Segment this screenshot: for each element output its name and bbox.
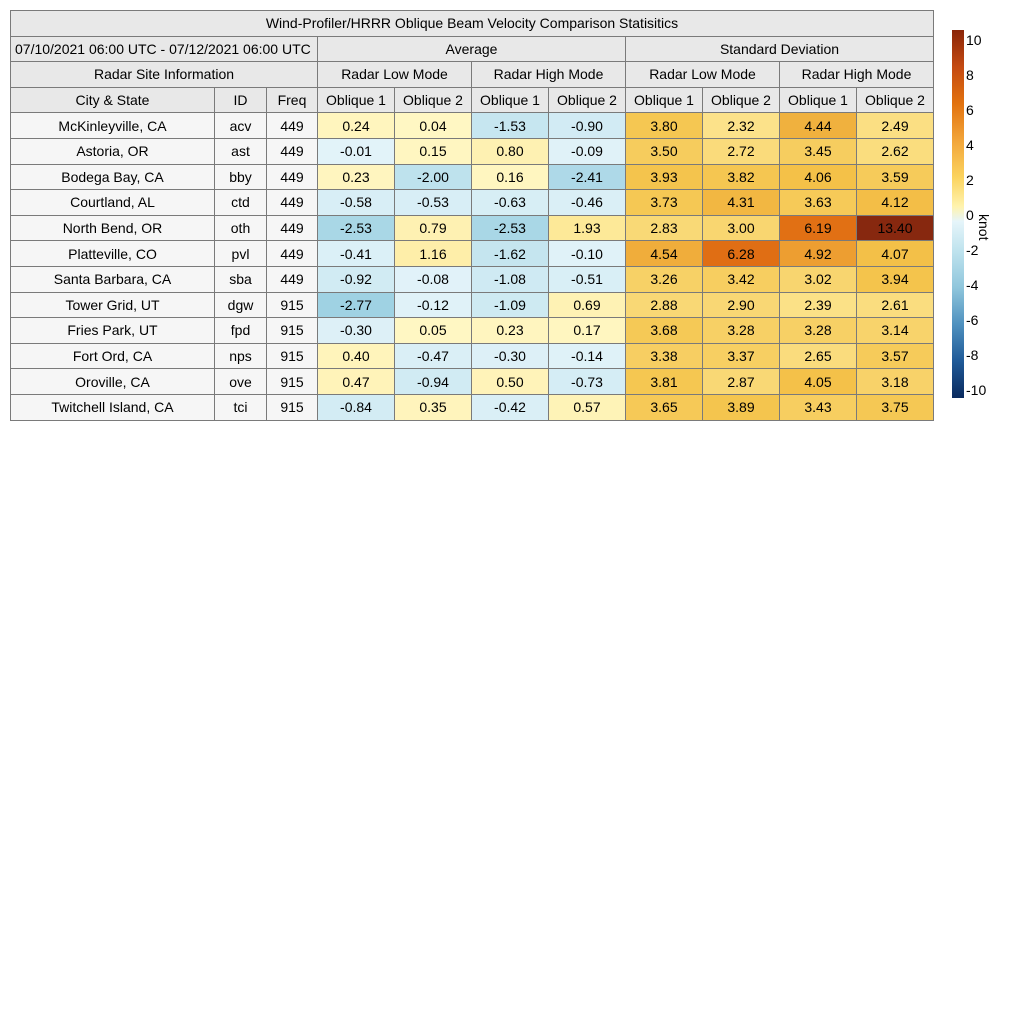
value-cell: -1.53 (472, 113, 549, 139)
value-cell: 4.54 (626, 241, 703, 267)
value-cell: -0.14 (549, 343, 626, 369)
value-cell: 4.31 (703, 190, 780, 216)
table-row (11, 138, 934, 164)
std-low-oblique1-header: Oblique 1 (626, 87, 703, 113)
std-high-oblique2-header: Oblique 2 (857, 87, 934, 113)
value-cell: 4.05 (780, 369, 857, 395)
value-cell: -0.63 (472, 190, 549, 216)
value-cell: 0.50 (472, 369, 549, 395)
freq-column-header: Freq (267, 87, 318, 113)
value-cell: -0.53 (395, 190, 472, 216)
value-cell: -2.53 (318, 215, 395, 241)
id-cell: ove (215, 369, 267, 395)
freq-cell: 449 (267, 138, 318, 164)
table-row (11, 318, 934, 344)
value-cell: -0.46 (549, 190, 626, 216)
city-cell: Oroville, CA (11, 369, 215, 395)
value-cell: 0.47 (318, 369, 395, 395)
value-cell: 3.02 (780, 266, 857, 292)
value-cell: 3.89 (703, 394, 780, 420)
value-cell: -0.90 (549, 113, 626, 139)
city-cell: Tower Grid, UT (11, 292, 215, 318)
value-cell: 3.93 (626, 164, 703, 190)
value-cell: 2.32 (703, 113, 780, 139)
freq-cell: 449 (267, 241, 318, 267)
table-row (11, 343, 934, 369)
std-low-mode-header: Radar Low Mode (626, 62, 780, 88)
value-cell: -0.58 (318, 190, 395, 216)
value-cell: 0.24 (318, 113, 395, 139)
value-cell: 0.17 (549, 318, 626, 344)
value-cell: 2.90 (703, 292, 780, 318)
id-cell: sba (215, 266, 267, 292)
value-cell: 3.75 (857, 394, 934, 420)
freq-cell: 449 (267, 190, 318, 216)
value-cell: 2.83 (626, 215, 703, 241)
id-cell: ctd (215, 190, 267, 216)
value-cell: 0.79 (395, 215, 472, 241)
city-cell: Fort Ord, CA (11, 343, 215, 369)
value-cell: 3.59 (857, 164, 934, 190)
avg-low-oblique1-header: Oblique 1 (318, 87, 395, 113)
city-cell: Fries Park, UT (11, 318, 215, 344)
value-cell: 3.45 (780, 138, 857, 164)
avg-high-oblique2-header: Oblique 2 (549, 87, 626, 113)
value-cell: 1.93 (549, 215, 626, 241)
colorbar-tick-label: 8 (966, 67, 974, 83)
value-cell: 0.23 (318, 164, 395, 190)
value-cell: 3.18 (857, 369, 934, 395)
city-column-header: City & State (11, 87, 215, 113)
freq-cell: 915 (267, 318, 318, 344)
value-cell: -2.41 (549, 164, 626, 190)
id-cell: dgw (215, 292, 267, 318)
id-cell: ast (215, 138, 267, 164)
table-row (11, 394, 934, 420)
value-cell: 4.44 (780, 113, 857, 139)
freq-cell: 449 (267, 113, 318, 139)
value-cell: -0.30 (472, 343, 549, 369)
value-cell: 3.82 (703, 164, 780, 190)
id-cell: fpd (215, 318, 267, 344)
value-cell: 0.35 (395, 394, 472, 420)
id-cell: nps (215, 343, 267, 369)
value-cell: 3.57 (857, 343, 934, 369)
colorbar-tick-label: -6 (966, 312, 979, 328)
value-cell: 2.61 (857, 292, 934, 318)
city-cell: Platteville, CO (11, 241, 215, 267)
value-cell: 2.88 (626, 292, 703, 318)
id-cell: oth (215, 215, 267, 241)
value-cell: 3.28 (703, 318, 780, 344)
date-range: 07/10/2021 06:00 UTC - 07/12/2021 06:00 UTC (11, 36, 318, 62)
value-cell: 2.62 (857, 138, 934, 164)
table-row (11, 190, 934, 216)
value-cell: 3.94 (857, 266, 934, 292)
table-row (11, 292, 934, 318)
value-cell: 3.28 (780, 318, 857, 344)
value-cell: 3.80 (626, 113, 703, 139)
value-cell: 3.00 (703, 215, 780, 241)
id-cell: tci (215, 394, 267, 420)
value-cell: -0.73 (549, 369, 626, 395)
statistics-table (10, 10, 934, 421)
id-cell: acv (215, 113, 267, 139)
value-cell: -0.08 (395, 266, 472, 292)
std-group-header: Standard Deviation (626, 36, 934, 62)
value-cell: -0.94 (395, 369, 472, 395)
city-cell: Santa Barbara, CA (11, 266, 215, 292)
value-cell: 3.42 (703, 266, 780, 292)
freq-cell: 449 (267, 164, 318, 190)
colorbar-tick-label: 0 (966, 207, 974, 223)
value-cell: -0.01 (318, 138, 395, 164)
value-cell: 6.28 (703, 241, 780, 267)
value-cell: 3.38 (626, 343, 703, 369)
average-group-header: Average (318, 36, 626, 62)
value-cell: 6.19 (780, 215, 857, 241)
value-cell: 3.26 (626, 266, 703, 292)
value-cell: 0.57 (549, 394, 626, 420)
table-row (11, 266, 934, 292)
value-cell: -2.53 (472, 215, 549, 241)
value-cell: 4.12 (857, 190, 934, 216)
value-cell: 2.65 (780, 343, 857, 369)
value-cell: 2.72 (703, 138, 780, 164)
value-cell: -0.47 (395, 343, 472, 369)
city-cell: McKinleyville, CA (11, 113, 215, 139)
avg-low-mode-header: Radar Low Mode (318, 62, 472, 88)
colorbar-tick-label: 2 (966, 172, 974, 188)
colorbar-unit-label: knot (976, 214, 992, 241)
avg-high-mode-header: Radar High Mode (472, 62, 626, 88)
std-high-mode-header: Radar High Mode (780, 62, 934, 88)
value-cell: 0.40 (318, 343, 395, 369)
freq-cell: 449 (267, 266, 318, 292)
value-cell: -1.08 (472, 266, 549, 292)
city-cell: Astoria, OR (11, 138, 215, 164)
table-title: Wind-Profiler/HRRR Oblique Beam Velocity Comparison Statisitics (11, 11, 934, 37)
value-cell: 3.43 (780, 394, 857, 420)
value-cell: 0.04 (395, 113, 472, 139)
colorbar-tick-label: 6 (966, 102, 974, 118)
table-row (11, 241, 934, 267)
value-cell: 2.87 (703, 369, 780, 395)
site-info-header: Radar Site Information (11, 62, 318, 88)
city-cell: North Bend, OR (11, 215, 215, 241)
colorbar (952, 30, 964, 398)
value-cell: -0.09 (549, 138, 626, 164)
value-cell: 3.73 (626, 190, 703, 216)
std-high-oblique1-header: Oblique 1 (780, 87, 857, 113)
freq-cell: 915 (267, 369, 318, 395)
id-cell: pvl (215, 241, 267, 267)
freq-cell: 449 (267, 215, 318, 241)
value-cell: -0.42 (472, 394, 549, 420)
value-cell: -0.92 (318, 266, 395, 292)
city-cell: Courtland, AL (11, 190, 215, 216)
city-cell: Twitchell Island, CA (11, 394, 215, 420)
colorbar-tick-label: 10 (966, 32, 982, 48)
value-cell: 3.65 (626, 394, 703, 420)
value-cell: -0.84 (318, 394, 395, 420)
value-cell: 3.81 (626, 369, 703, 395)
id-column-header: ID (215, 87, 267, 113)
value-cell: 4.06 (780, 164, 857, 190)
value-cell: -1.09 (472, 292, 549, 318)
value-cell: 4.92 (780, 241, 857, 267)
value-cell: -0.12 (395, 292, 472, 318)
std-low-oblique2-header: Oblique 2 (703, 87, 780, 113)
colorbar-tick-label: -2 (966, 242, 979, 258)
value-cell: -0.30 (318, 318, 395, 344)
avg-low-oblique2-header: Oblique 2 (395, 87, 472, 113)
value-cell: 3.63 (780, 190, 857, 216)
colorbar-tick-label: -8 (966, 347, 979, 363)
value-cell: 3.14 (857, 318, 934, 344)
value-cell: -1.62 (472, 241, 549, 267)
table-row (11, 113, 934, 139)
value-cell: -0.51 (549, 266, 626, 292)
value-cell: 2.49 (857, 113, 934, 139)
table-row (11, 215, 934, 241)
value-cell: 0.23 (472, 318, 549, 344)
value-cell: 0.69 (549, 292, 626, 318)
avg-high-oblique1-header: Oblique 1 (472, 87, 549, 113)
value-cell: -2.77 (318, 292, 395, 318)
table-row (11, 164, 934, 190)
value-cell: 0.16 (472, 164, 549, 190)
value-cell: -2.00 (395, 164, 472, 190)
value-cell: 0.15 (395, 138, 472, 164)
city-cell: Bodega Bay, CA (11, 164, 215, 190)
freq-cell: 915 (267, 343, 318, 369)
value-cell: 3.50 (626, 138, 703, 164)
id-cell: bby (215, 164, 267, 190)
value-cell: 1.16 (395, 241, 472, 267)
value-cell: -0.41 (318, 241, 395, 267)
value-cell: 0.05 (395, 318, 472, 344)
colorbar-tick-label: -4 (966, 277, 979, 293)
table-row (11, 369, 934, 395)
value-cell: 4.07 (857, 241, 934, 267)
freq-cell: 915 (267, 292, 318, 318)
value-cell: 13.40 (857, 215, 934, 241)
value-cell: 2.39 (780, 292, 857, 318)
freq-cell: 915 (267, 394, 318, 420)
value-cell: -0.10 (549, 241, 626, 267)
value-cell: 3.68 (626, 318, 703, 344)
value-cell: 0.80 (472, 138, 549, 164)
colorbar-tick-label: 4 (966, 137, 974, 153)
colorbar-tick-label: -10 (966, 382, 987, 398)
value-cell: 3.37 (703, 343, 780, 369)
